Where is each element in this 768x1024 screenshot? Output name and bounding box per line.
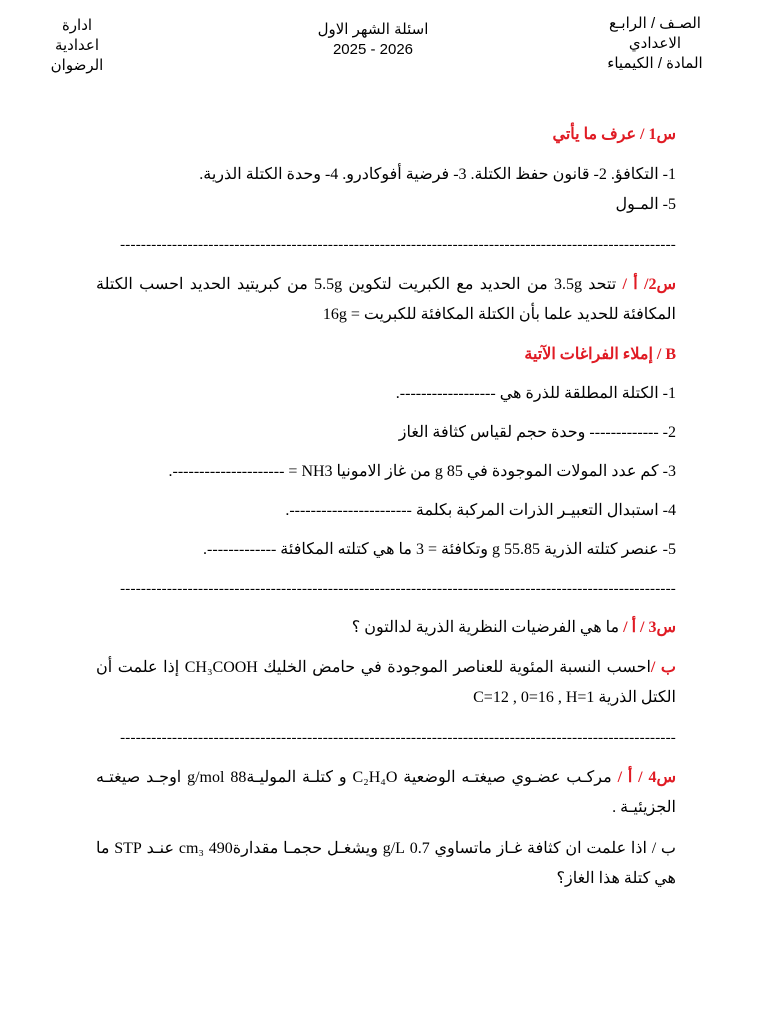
q2-b-heading: B / إملاء الفراغات الآتية [524, 346, 676, 363]
separator-2: ----------------------------------------------------------------------------------------------------------- [120, 581, 676, 597]
q3-a-text: ما هي الفرضيات النظرية الذرية لدالتون ؟ [351, 619, 624, 636]
separator-3: ----------------------------------------------------------------------------------------------------------- [120, 730, 676, 746]
q3-b [96, 653, 676, 713]
exam-title: اسئلة الشهر الاول [317, 21, 429, 38]
q2-blank-4: 4- استبدال التعبيـر الذرات المركبة بكلمة -----------------------. [285, 502, 676, 519]
school-line-3: الرضوان [50, 57, 104, 74]
header-grade-line: الصـف / الرابـع [609, 15, 701, 32]
q2-blank-3: 3- كم عدد المولات الموجودة في 85 g من غاز الامونيا NH3 = ---------------------. [168, 463, 676, 480]
q3-b-text: احسب النسبة المئوية للعناصر الموجودة في حامض الخليك CH₃COOH إذا علمت أن الكتل الذرية C=12 , 0=16 , H=1 [96, 659, 676, 706]
q2-blank-5: 5- عنصر كتلته الذرية 55.85 g وتكافئة = 3 ما هي كتلته المكافئة -------------. [203, 541, 676, 558]
q2-blank-2: 2- ------------- وحدة حجم لقياس كثافة الغاز [398, 424, 676, 441]
q2-a [96, 270, 676, 330]
q1-heading: س1 / عرف ما يأتي [552, 126, 676, 143]
separator-1: ----------------------------------------------------------------------------------------------------------- [120, 237, 676, 253]
q2-a-label: س2/ أ / [622, 276, 676, 293]
q4-a [96, 763, 676, 823]
q3-a [96, 614, 676, 642]
exam-year: 2025 - 2026 [332, 41, 414, 58]
school-line-2: اعدادية [54, 37, 100, 54]
header-subject-line: المادة / الكيمياء [607, 55, 703, 70]
school-line-1: ادارة [61, 17, 93, 34]
header-school [22, 16, 132, 76]
q1-terms-line-1: 1- التكافؤ. 2- قانون حفظ الكتلة. 3- فرضية أفوكادرو. 4- وحدة الكتلة الذرية. [199, 166, 676, 183]
q2-a-text: تتحد 3.5g من الحديد مع الكبريت لتكوين 5.5g من كبريتيد الحديد احسب الكتلة المكافئة للحديد علما بأن الكتلة المكافئة للكبريت = 16g [96, 276, 676, 323]
q4-b: ب / اذا علمت ان كثافة غـاز ماتساوي 0.7 g/L ويشغـل حجمـا مقدارة490 cm₃ عنـد STP ما هي كتلة هذا الغاز؟ [96, 840, 676, 887]
q2-blank-1: 1- الكتلة المطلقة للذرة هي ------------------. [395, 385, 676, 402]
header-exam-title [268, 20, 478, 60]
q4-a-label: س4 / أ / [617, 769, 677, 786]
header-stage-line: الاعدادي [628, 35, 682, 52]
q3-b-label: ب / [650, 659, 676, 676]
q1-terms-line-2: 5- المـول [615, 196, 676, 213]
exam-body [96, 121, 676, 905]
q4-a-text: مركـب عضـوي صيغتـه الوضعية C₂H₄O و كتلـة الموليـة88 g/mol اوجـد صيغتـه الجزيئيـة . [96, 769, 676, 816]
header-grade-subject [580, 14, 730, 70]
q1-terms [96, 160, 676, 220]
q3-a-label: س3 / أ / [623, 619, 676, 636]
